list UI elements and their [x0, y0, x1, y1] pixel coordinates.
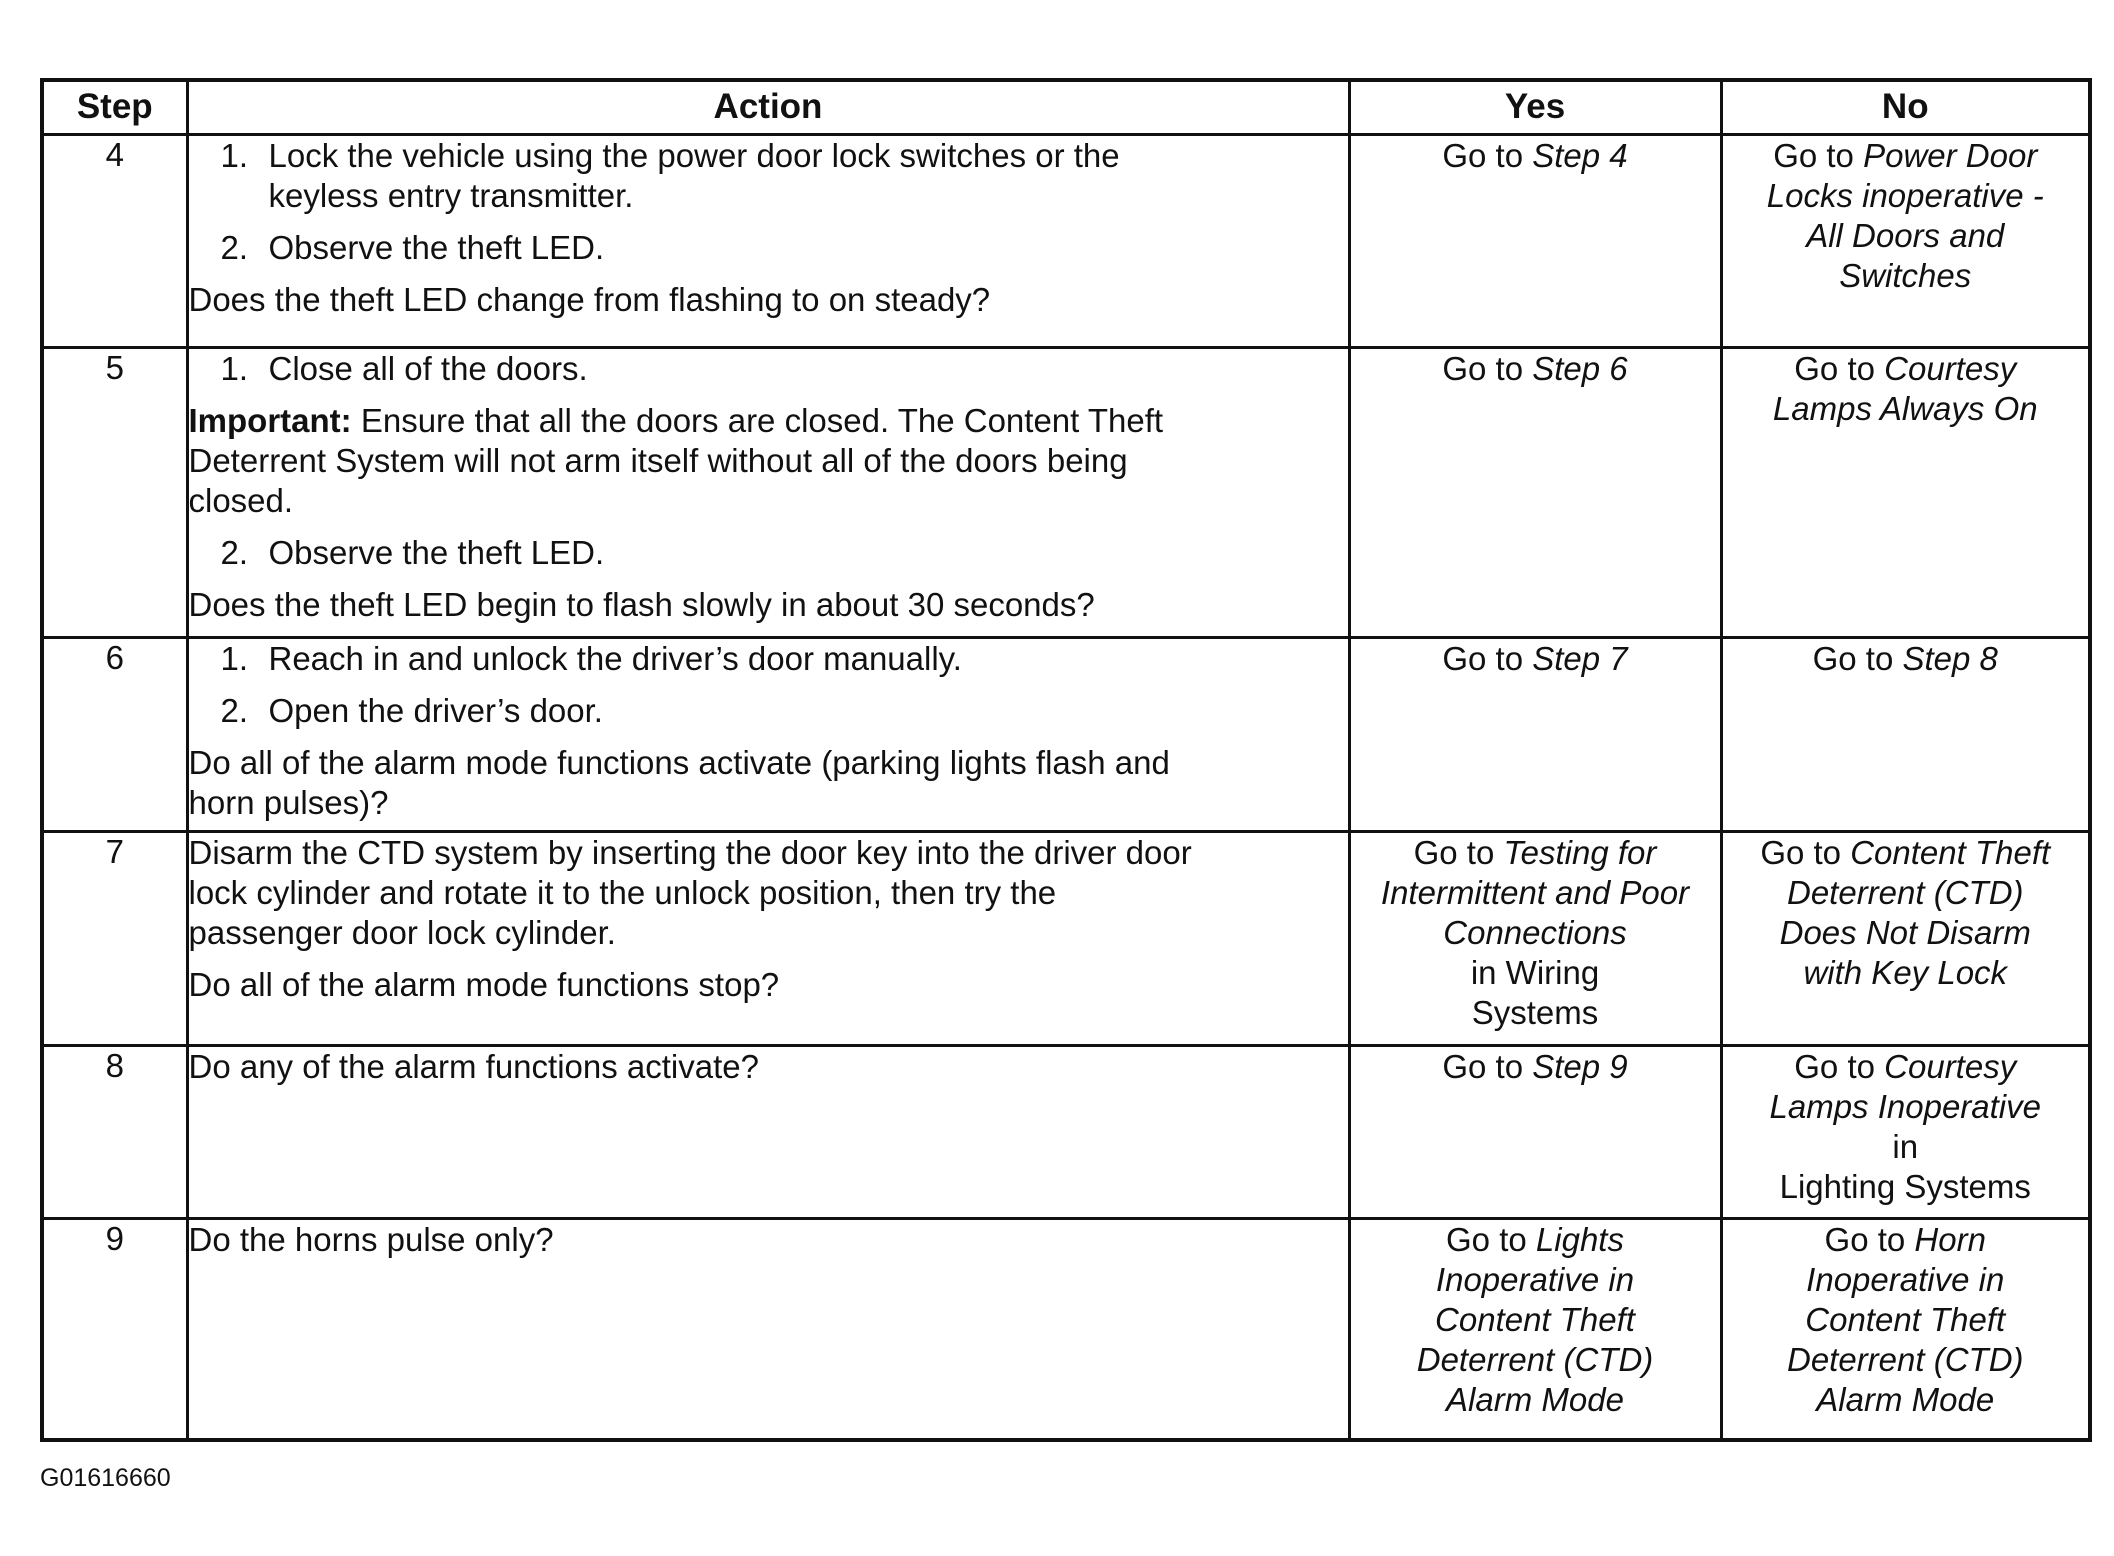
table-row [42, 1045, 2090, 1218]
action-cell [187, 1045, 1349, 1218]
question-text: Does the theft LED begin to flash slowly in about 30 seconds? [188, 585, 1095, 623]
procedure-link[interactable]: Power Door Locks inoperative - All Doors and Switches [1766, 136, 2044, 294]
step-link[interactable]: Step 6 [1532, 349, 1628, 387]
action-cell [187, 347, 1349, 637]
table-row [42, 831, 2090, 1045]
procedure-link[interactable]: Testing for Intermittent and Poor Connections [1380, 833, 1690, 951]
action-cell [187, 637, 1349, 831]
step-number: 4 [42, 134, 187, 347]
action-cell [187, 1218, 1349, 1440]
table-row [42, 1218, 2090, 1440]
list-item: 2. Open the driver’s door. [220, 691, 603, 729]
yes-cell: Go to Step 7 [1349, 637, 1721, 831]
no-cell: Go to Step 8 [1721, 637, 2090, 831]
procedure-link[interactable]: Lights Inoperative in Content Theft Deterrent (CTD) Alarm Mode [1416, 1220, 1654, 1418]
question-text: Does the theft LED change from flashing to on steady? [188, 280, 991, 318]
header-step: Step [42, 80, 187, 134]
table-row [42, 637, 2090, 831]
question-text: Do all of the alarm mode functions activate (parking lights flash and horn pulses)? [188, 743, 1170, 821]
action-cell [187, 134, 1349, 347]
yes-cell: Go to Testing for Intermittent and Poor Connections in Wiring Systems [1349, 831, 1721, 1045]
step-link[interactable]: Step 9 [1532, 1047, 1628, 1085]
step-link[interactable]: Step 4 [1532, 136, 1628, 174]
no-cell: Go to Power Door Locks inoperative - All Doors and Switches [1721, 134, 2090, 347]
procedure-link[interactable]: Courtesy Lamps Always On [1772, 349, 2038, 427]
question-text: Do all of the alarm mode functions stop? [188, 965, 780, 1003]
list-item: 2. Observe the theft LED. [220, 228, 605, 266]
step-number: 7 [42, 831, 187, 1045]
header-row [42, 80, 2090, 134]
procedure-link[interactable]: Content Theft Deterrent (CTD) Does Not Disarm with Key Lock [1779, 833, 2051, 991]
list-item: 1. Close all of the doors. [220, 349, 588, 387]
header-action: Action [187, 80, 1349, 134]
no-cell: Go to Courtesy Lamps Always On [1721, 347, 2090, 637]
step-number: 6 [42, 637, 187, 831]
step-number: 9 [42, 1218, 187, 1440]
figure-id: G01616660 [40, 1464, 171, 1492]
step-link[interactable]: Step 8 [1902, 639, 1998, 677]
list-item: 1. Reach in and unlock the driver’s door manually. [220, 639, 962, 677]
procedure-link[interactable]: Courtesy Lamps Inoperative [1769, 1047, 2041, 1125]
important-note: Important: Ensure that all the doors are closed. The Content Theft Deterrent System will not arm itself without all of the doors being closed. [188, 401, 1164, 519]
list-item: 2. Observe the theft LED. [220, 533, 605, 571]
procedure-link[interactable]: Horn Inoperative in Content Theft Deterrent (CTD) Alarm Mode [1786, 1220, 2024, 1418]
yes-cell: Go to Lights Inoperative in Content Theft Deterrent (CTD) Alarm Mode [1349, 1218, 1721, 1440]
list-item: 1. Lock the vehicle using the power door lock switches or the keyless entry transmitter. [220, 136, 1120, 214]
question-text: Do any of the alarm functions activate? [188, 1047, 759, 1085]
yes-cell: Go to Step 6 [1349, 347, 1721, 637]
step-number: 5 [42, 347, 187, 637]
table-row [42, 347, 2090, 637]
step-link[interactable]: Step 7 [1532, 639, 1628, 677]
yes-cell: Go to Step 4 [1349, 134, 1721, 347]
action-cell [187, 831, 1349, 1045]
step-number: 8 [42, 1045, 187, 1218]
no-cell: Go to Courtesy Lamps Inoperative in Lighting Systems [1721, 1045, 2090, 1218]
diagnostic-table [40, 78, 2092, 1442]
important-label: Important: [188, 401, 352, 439]
no-cell: Go to Content Theft Deterrent (CTD) Does Not Disarm with Key Lock [1721, 831, 2090, 1045]
action-text: Disarm the CTD system by inserting the door key into the driver door lock cylinder and rotate it to the unlock position, then try the passenger door lock cylinder. [188, 833, 1192, 951]
header-yes: Yes [1349, 80, 1721, 134]
header-no: No [1721, 80, 2090, 134]
question-text: Do the horns pulse only? [188, 1220, 554, 1258]
table-row [42, 134, 2090, 347]
no-cell: Go to Horn Inoperative in Content Theft Deterrent (CTD) Alarm Mode [1721, 1218, 2090, 1440]
yes-cell: Go to Step 9 [1349, 1045, 1721, 1218]
